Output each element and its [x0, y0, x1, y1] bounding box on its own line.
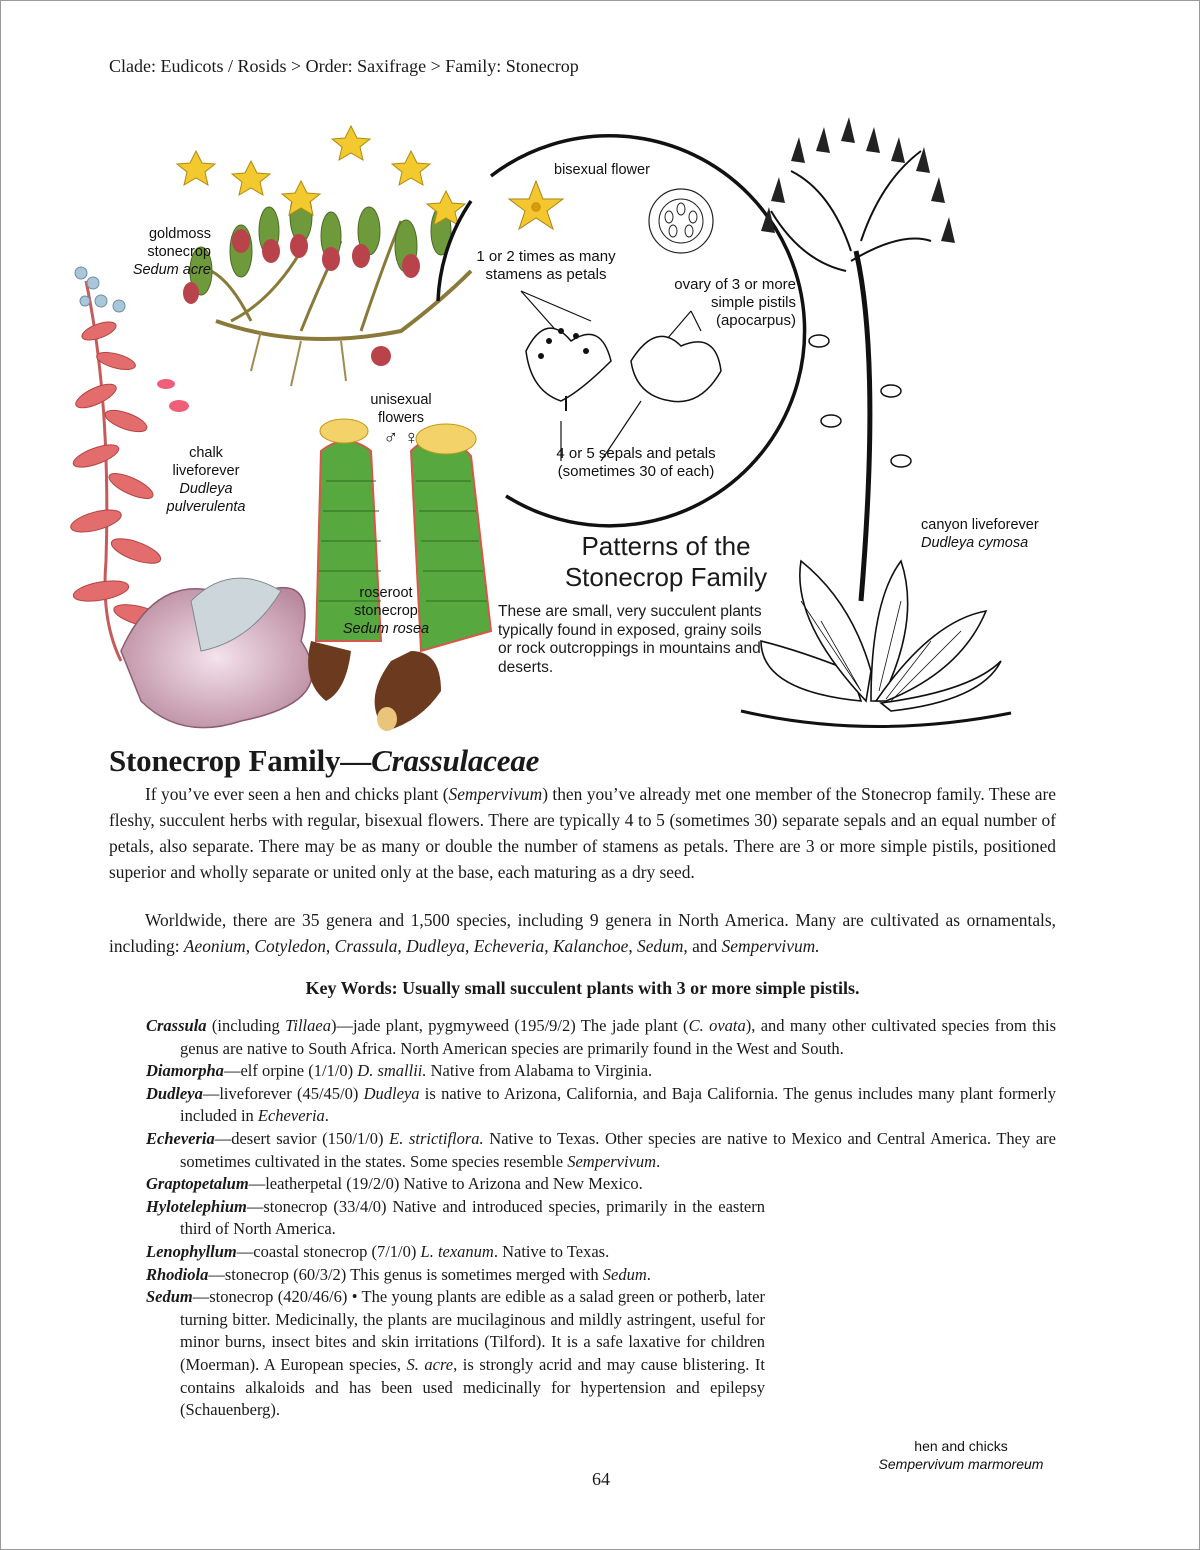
intro-paragraph: If you’ve ever seen a hen and chicks plant (Sempervivum) then you’ve already met one member of the Stonecrop family. These are fleshy, succulent herbs with regular, bisexual flowers. There are typically 4 to 5 (sometimes 30) separate sepals and an equal number of petals, also separate. There may be as many or double the number of stamens as petals. There are 3 or more simple pistils, positioned superior and wholly separate or united only at the base, each maturing as a dry seed. [109, 784, 1056, 882]
sempervivum-term: Sempervivum [448, 784, 543, 804]
patterns-description: These are small, very succulent plants typically found in exposed, grainy soils or rock outcroppings in mountains and deserts. [498, 603, 762, 676]
goldmoss-common: goldmoss [148, 226, 211, 242]
sepals-line2: (sometimes 30 of each) [557, 463, 715, 480]
goldmoss-common2: stonecrop [147, 244, 211, 260]
roseroot-label [331, 584, 441, 638]
bisexual-label: bisexual flower [554, 162, 650, 178]
ovary-line1: ovary of 3 or more [674, 276, 796, 293]
family-heading [109, 743, 539, 779]
genus-echeveria: Echeveria—desert savior (150/1/0) E. strictiflora. Native to Texas. Other species are native to Mexico and Central America. They are sometimes cultivated in the states. Some species resemble Sempervivum. [146, 1128, 1056, 1171]
roseroot-stonecrop-illustration [308, 419, 491, 731]
chalk-latin2: pulverulenta [166, 499, 246, 515]
genus-lenophyllum: Lenophyllum—coastal stonecrop (7/1/0) L. texanum. Native to Texas. [146, 1241, 610, 1261]
canyon-common: canyon liveforever [921, 517, 1039, 533]
patterns-title-line2: Stonecrop Family [564, 562, 768, 592]
genus-crassula: Crassula (including Tillaea)—jade plant, pygmyweed (195/9/2) The jade plant (C. ovata), and many other cultivated species from this genus are native to South Africa. North American species are primarily found in the West and South. [146, 1016, 1056, 1058]
genus-diamorpha: Diamorpha—elf orpine (1/1/0) D. smallii. Native from Alabama to Virginia. [146, 1061, 653, 1081]
patterns-title [506, 531, 826, 593]
roseroot-common: roseroot [359, 585, 413, 601]
hen-common: hen and chicks [914, 1438, 1008, 1454]
chalk-latin1: Dudleya [179, 481, 233, 497]
chalk-common: chalk [189, 445, 223, 461]
hen-label [856, 1437, 1066, 1473]
unisexual-line1: unisexual [370, 392, 432, 408]
genus-sedum: Sedum—stonecrop (420/46/6) • The young plants are edible as a salad green or potherb, later turning bitter. Medicinally, the plants are mucilaginous and mildly astringent, useful for minor burns, insect bites and skin irritations (Tilford). It is a safe laxative for children (Moerman). A European species, S. acre, is strongly acrid and may cause blistering. It contains alkaloids and has been used medicinally for hypertension and epilepsy (Schauenberg). [146, 1287, 765, 1420]
sepals-line1: 4 or 5 sepals and petals [556, 445, 716, 462]
chalk-label [151, 444, 261, 516]
stamens-line1: 1 or 2 times as many [476, 248, 616, 265]
stamens-label [456, 248, 636, 284]
canyon-label [921, 516, 1101, 552]
canyon-latin: Dudleya cymosa [921, 535, 1029, 551]
genus-graptopetalum: Graptopetalum—leatherpetal (19/2/0) Native to Arizona and New Mexico. [146, 1174, 643, 1194]
patterns-title-line1: Patterns of the [581, 531, 751, 561]
ovary-line3: (apocarpus) [715, 312, 796, 329]
genus-dudleya: Dudleya—liveforever (45/45/0) Dudleya is native to Arizona, California, and Baja California. The genus includes many plant formerly included in Echeveria. [146, 1083, 1057, 1126]
stamens-line2: stamens as petals [485, 266, 607, 283]
family-latin-name: Crassulaceae [371, 743, 540, 778]
sepals-label [531, 445, 741, 481]
genera-list [146, 1015, 1056, 1422]
page-number: 64 [592, 1469, 610, 1489]
key-words: Key Words: Usually small succulent plants with 3 or more simple pistils. [305, 978, 860, 998]
genus-rhodiola: Rhodiola—stonecrop (60/3/2) This genus is sometimes merged with Sedum. [146, 1264, 651, 1284]
goldmoss-label [111, 225, 211, 279]
family-common-name: Stonecrop Family— [109, 743, 372, 778]
genus-hylotelephium: Hylotelephium—stonecrop (33/4/0) Native and introduced species, primarily in the eastern third of North America. [146, 1196, 765, 1239]
chalk-common2: liveforever [172, 463, 240, 479]
sex-symbols: ♂ ♀ [383, 427, 419, 449]
ovary-line2: simple pistils [710, 294, 796, 311]
ovary-label [641, 276, 796, 330]
roseroot-common2: stonecrop [354, 603, 418, 619]
hen-latin: Sempervivum marmoreum [878, 1456, 1044, 1472]
distribution-paragraph: Worldwide, there are 35 genera and 1,500 species, including 9 genera in North America. Many are cultivated as ornamentals, including: Aeonium, Cotyledon, Crassula, Dudleya, Echeveria, Kalanchoe, Sedum, and Sempervivum. [109, 910, 1056, 956]
unisexual-line2: flowers [378, 410, 424, 426]
goldmoss-stonecrop-illustration [177, 126, 471, 386]
goldmoss-latin: Sedum acre [132, 262, 211, 278]
unisexual-label [356, 391, 446, 449]
breadcrumb: Clade: Eudicots / Rosids > Order: Saxifrage > Family: Stonecrop [109, 56, 579, 76]
roseroot-latin: Sedum rosea [342, 621, 430, 637]
